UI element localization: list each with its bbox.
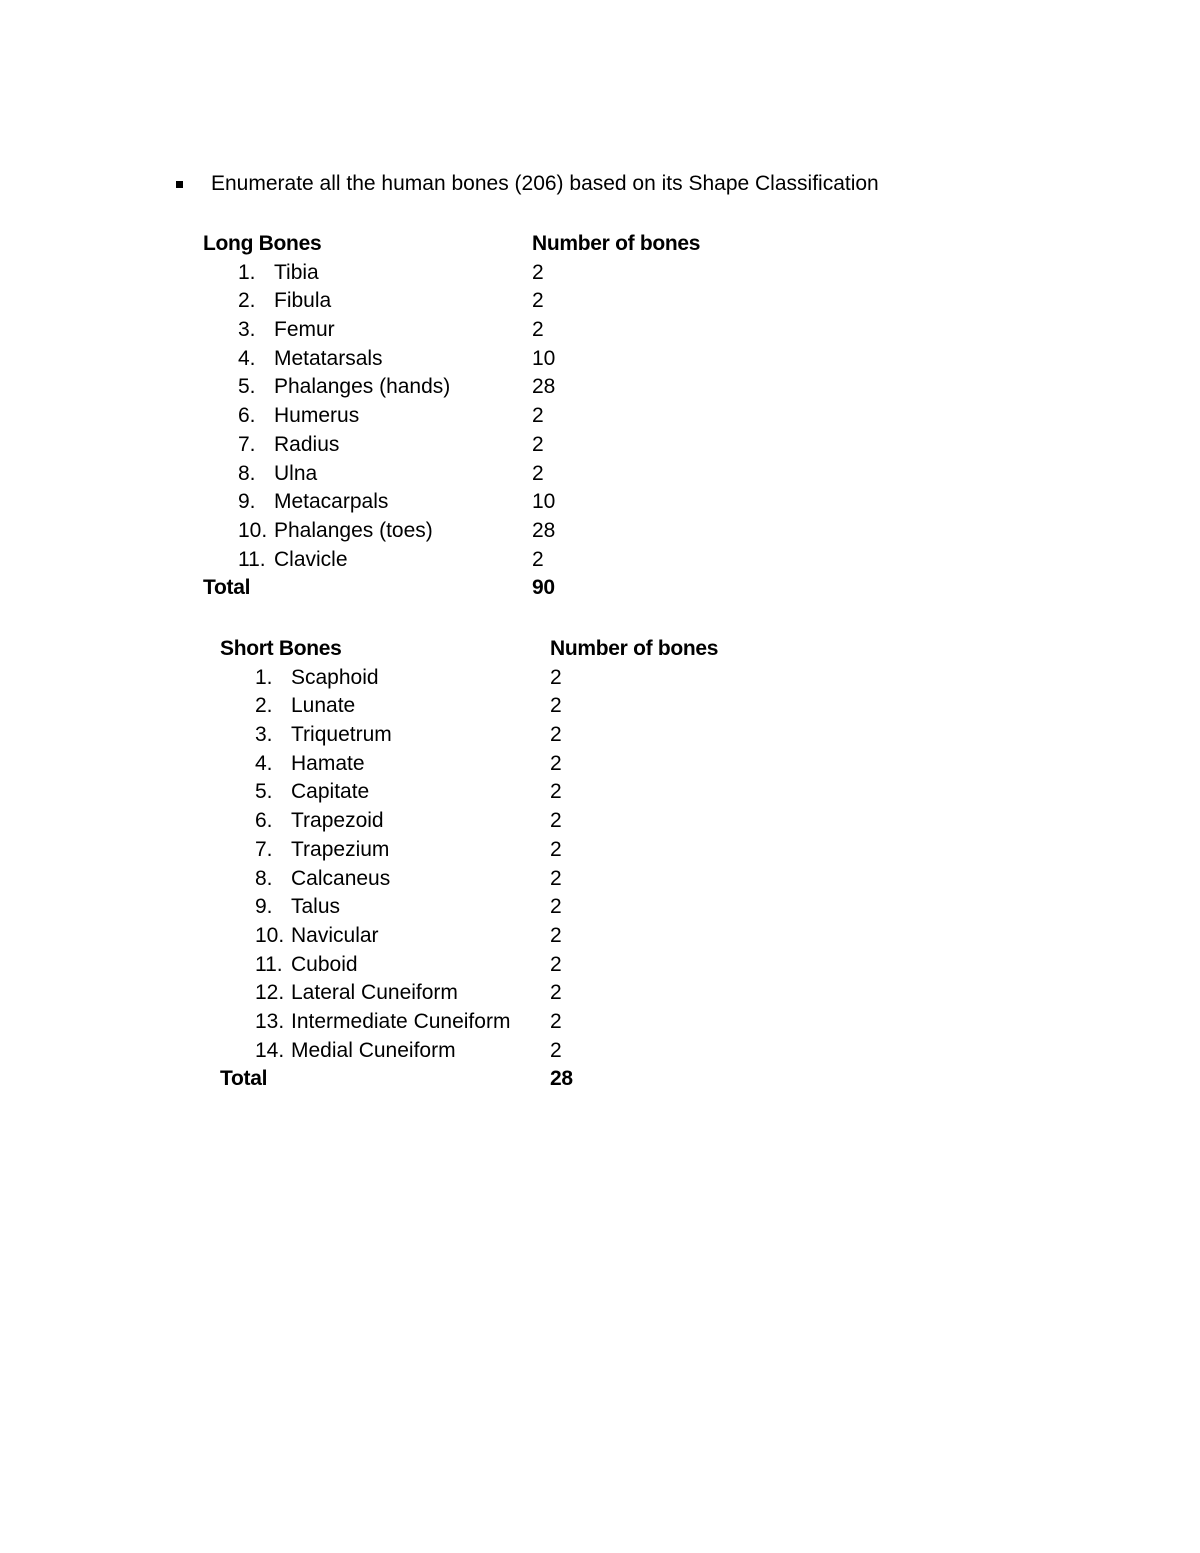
intro-bullet-line — [176, 170, 879, 198]
bone-count: 10 — [532, 490, 556, 514]
bone-count: 2 — [532, 461, 544, 485]
bone-count: 2 — [550, 866, 562, 890]
short-bones-list-item — [220, 979, 820, 1008]
long-bones-header: Long Bones — [203, 232, 322, 255]
list-item-number: 10. — [238, 518, 268, 542]
short-bones-list-item — [220, 692, 820, 721]
bone-count: 2 — [550, 665, 562, 689]
bone-count: 2 — [550, 694, 562, 718]
long-bones-list-item — [203, 460, 803, 489]
bone-count: 2 — [532, 404, 544, 428]
short-bones-list-item — [220, 1037, 820, 1066]
long-bones-total-value: 90 — [532, 576, 555, 600]
bone-name: Cuboid — [291, 952, 358, 976]
bone-count: 2 — [550, 1038, 562, 1062]
long-bones-list-item — [203, 373, 803, 402]
bone-name: Trapezoid — [291, 809, 384, 833]
list-item-number: 11. — [238, 547, 266, 571]
list-item-number: 2. — [255, 694, 273, 718]
bone-count: 10 — [532, 346, 556, 370]
bone-name: Metatarsals — [274, 346, 383, 370]
bone-count: 2 — [532, 260, 544, 284]
bone-name: Talus — [291, 895, 341, 919]
list-item-number: 7. — [255, 837, 273, 861]
list-item-number: 6. — [238, 404, 256, 428]
bone-count: 2 — [532, 547, 544, 571]
bone-count: 2 — [532, 318, 544, 342]
bone-count: 2 — [550, 923, 562, 947]
bone-count: 2 — [532, 289, 544, 313]
long-bones-list-item — [203, 259, 803, 288]
long-bones-list-item — [203, 402, 803, 431]
short-bones-total-row — [220, 1065, 820, 1094]
list-item-number: 9. — [255, 895, 273, 919]
short-bones-list-item — [220, 922, 820, 951]
bone-name: Calcaneus — [291, 866, 391, 890]
list-item-number: 13. — [255, 1009, 285, 1033]
bone-count: 2 — [550, 751, 562, 775]
short-bones-list-item — [220, 807, 820, 836]
bone-name: Phalanges (toes) — [274, 518, 433, 542]
short-bones-list-item — [220, 721, 820, 750]
list-item-number: 4. — [255, 751, 273, 775]
bone-name: Phalanges (hands) — [274, 375, 451, 399]
short-bones-total-label: Total — [220, 1067, 268, 1091]
short-bones-count-header: Number of bones — [550, 637, 719, 660]
list-item-number: 8. — [238, 461, 256, 485]
short-bones-header: Short Bones — [220, 637, 342, 660]
bone-name: Lunate — [291, 694, 356, 718]
bone-count: 28 — [532, 375, 556, 399]
bone-count: 2 — [550, 952, 562, 976]
bone-name: Navicular — [291, 923, 379, 947]
list-item-number: 5. — [255, 780, 273, 804]
bone-name: Triquetrum — [291, 723, 392, 747]
bone-count: 2 — [550, 780, 562, 804]
list-item-number: 7. — [238, 432, 256, 456]
list-item-number: 11. — [255, 952, 283, 976]
list-item-number: 6. — [255, 809, 273, 833]
list-item-number: 8. — [255, 866, 273, 890]
bone-name: Fibula — [274, 289, 332, 313]
bone-name: Hamate — [291, 751, 365, 775]
long-bones-list-item — [203, 287, 803, 316]
bone-name: Trapezium — [291, 837, 390, 861]
bone-count: 2 — [550, 809, 562, 833]
long-bones-list-item — [203, 488, 803, 517]
long-bones-list-item — [203, 431, 803, 460]
bone-name: Femur — [274, 318, 335, 342]
list-item-number: 10. — [255, 923, 285, 947]
short-bones-list-item — [220, 836, 820, 865]
bone-count: 2 — [532, 432, 544, 456]
short-bones-list-item — [220, 750, 820, 779]
long-bones-total-label: Total — [203, 576, 251, 600]
short-bones-total-value: 28 — [550, 1067, 573, 1091]
list-item-number: 3. — [255, 723, 273, 747]
short-bones-list-item — [220, 893, 820, 922]
long-bones-list — [203, 259, 803, 575]
bone-count: 2 — [550, 981, 562, 1005]
bone-count: 2 — [550, 895, 562, 919]
list-item-number: 14. — [255, 1038, 285, 1062]
bone-count: 2 — [550, 837, 562, 861]
bone-count: 2 — [550, 723, 562, 747]
list-item-number: 1. — [238, 260, 256, 284]
bone-name: Clavicle — [274, 547, 348, 571]
long-bones-list-item — [203, 517, 803, 546]
bone-name: Tibia — [274, 260, 319, 284]
bone-name: Capitate — [291, 780, 370, 804]
long-bones-list-item — [203, 316, 803, 345]
bone-name: Radius — [274, 432, 340, 456]
short-bones-list-item — [220, 1008, 820, 1037]
bone-name: Humerus — [274, 404, 360, 428]
long-bones-total-row — [203, 574, 803, 603]
long-bones-list-item — [203, 546, 803, 575]
list-item-number: 1. — [255, 665, 273, 689]
short-bones-list — [220, 664, 820, 1066]
short-bones-list-item — [220, 664, 820, 693]
list-item-number: 5. — [238, 375, 256, 399]
bone-name: Medial Cuneiform — [291, 1038, 456, 1062]
short-bones-list-item — [220, 865, 820, 894]
bone-count: 2 — [550, 1009, 562, 1033]
long-bones-section — [203, 230, 803, 603]
short-bones-list-item — [220, 778, 820, 807]
list-item-number: 3. — [238, 318, 256, 342]
list-item-number: 2. — [238, 289, 256, 313]
short-bones-list-item — [220, 951, 820, 980]
long-bones-list-item — [203, 345, 803, 374]
list-item-number: 9. — [238, 490, 256, 514]
bone-name: Metacarpals — [274, 490, 389, 514]
list-item-number: 4. — [238, 346, 256, 370]
bone-name: Scaphoid — [291, 665, 379, 689]
bone-count: 28 — [532, 518, 556, 542]
list-item-number: 12. — [255, 981, 285, 1005]
square-bullet-icon — [176, 181, 183, 188]
bone-name: Lateral Cuneiform — [291, 981, 458, 1005]
intro-text: Enumerate all the human bones (206) based on its Shape Classification — [211, 172, 879, 195]
bone-name: Intermediate Cuneiform — [291, 1009, 511, 1033]
bone-name: Ulna — [274, 461, 318, 485]
short-bones-section — [220, 635, 820, 1094]
long-bones-count-header: Number of bones — [532, 232, 701, 255]
long-bones-header-row — [203, 230, 803, 259]
short-bones-header-row — [220, 635, 820, 664]
